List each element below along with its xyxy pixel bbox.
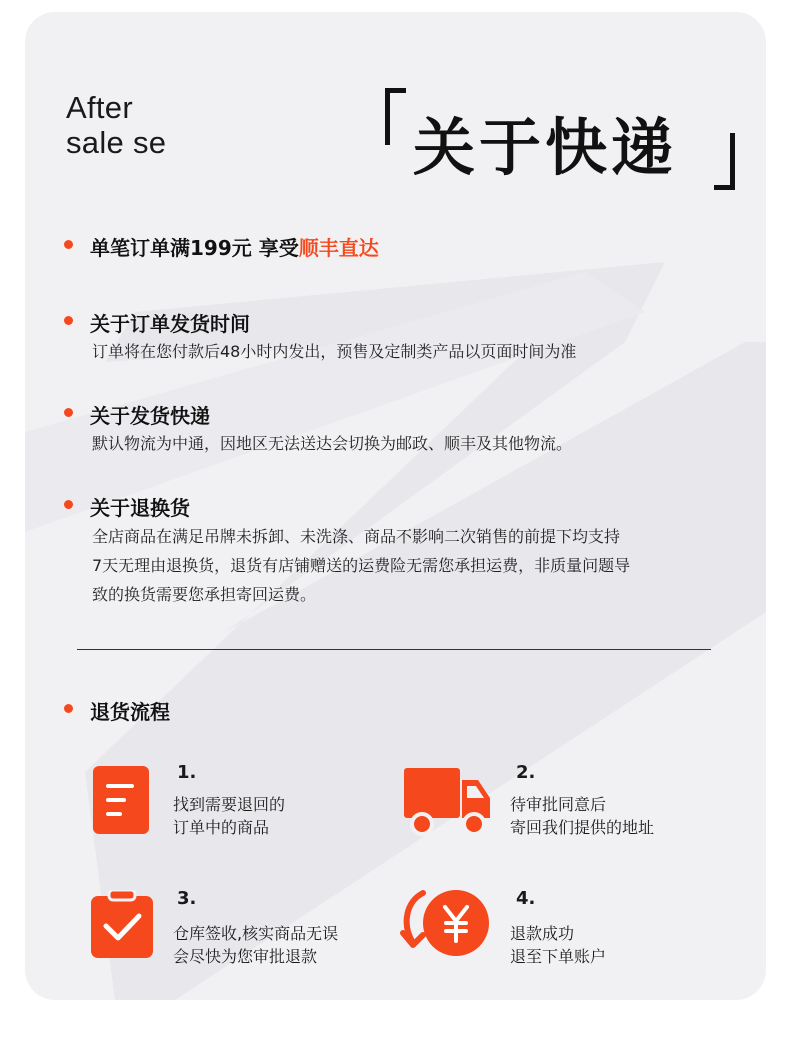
step-text-line: 退款成功 <box>510 924 575 943</box>
step-text <box>510 922 606 968</box>
returns-line: 7天无理由退换货，退货有店铺赠送的运费险无需您承担运费，非质量问题导 <box>92 556 631 575</box>
bullet-dot-icon <box>64 500 73 509</box>
promo-text <box>90 232 379 261</box>
section-title-returns: 关于退换货 <box>90 496 190 520</box>
english-title <box>66 90 166 160</box>
step-text-line: 待审批同意后 <box>510 795 607 814</box>
english-title-line1: After <box>66 90 133 125</box>
step-text-line: 退至下单账户 <box>510 947 607 966</box>
returns-line: 致的换货需要您承担寄回运费。 <box>92 585 317 604</box>
divider <box>77 649 711 650</box>
bullet-dot-icon <box>64 704 73 713</box>
after-sale-card <box>25 12 766 1000</box>
step-number: 3. <box>177 888 197 909</box>
step-text-line: 找到需要退回的 <box>173 795 286 814</box>
truck-icon <box>404 768 492 836</box>
step-number: 2. <box>516 762 536 783</box>
section-title-shipping-time: 关于订单发货时间 <box>90 312 250 336</box>
step-text-line: 订单中的商品 <box>173 818 270 837</box>
page-title-text: 关于快递 <box>413 111 678 184</box>
refund-yuan-icon <box>399 887 493 959</box>
step-text-line: 寄回我们提供的地址 <box>510 818 655 837</box>
step-number: 4. <box>516 888 536 909</box>
section-title-courier: 关于发货快递 <box>90 404 210 428</box>
section-body-returns <box>92 522 630 609</box>
english-title-line2: sale se <box>66 125 167 160</box>
promo-text-highlight: 顺丰直达 <box>298 236 379 260</box>
process-title: 退货流程 <box>90 700 170 724</box>
section-body-courier: 默认物流为中通，因地区无法送达会切换为邮政、顺丰及其他物流。 <box>92 434 573 453</box>
step-text-line: 会尽快为您审批退款 <box>173 947 318 966</box>
bracket-left-icon <box>385 88 406 145</box>
promo-text-main: 单笔订单满199元 享受 <box>90 236 299 260</box>
bracket-right-icon <box>714 133 735 190</box>
returns-line: 全店商品在满足吊牌未拆卸、未洗涤、商品不影响二次销售的前提下均支持 <box>92 527 621 546</box>
step-text <box>510 793 654 839</box>
bullet-dot-icon <box>64 408 73 417</box>
step-number: 1. <box>177 762 197 783</box>
section-body-shipping-time: 订单将在您付款后48小时内发出，预售及定制类产品以页面时间为准 <box>92 342 577 361</box>
step-text <box>173 922 338 968</box>
page-title <box>385 84 735 194</box>
step-text-line: 仓库签收,核实商品无误 <box>173 924 339 943</box>
bullet-dot-icon <box>64 240 73 249</box>
step-text <box>173 793 285 839</box>
bullet-dot-icon <box>64 316 73 325</box>
clipboard-check-icon <box>91 890 153 958</box>
document-icon <box>93 766 149 834</box>
